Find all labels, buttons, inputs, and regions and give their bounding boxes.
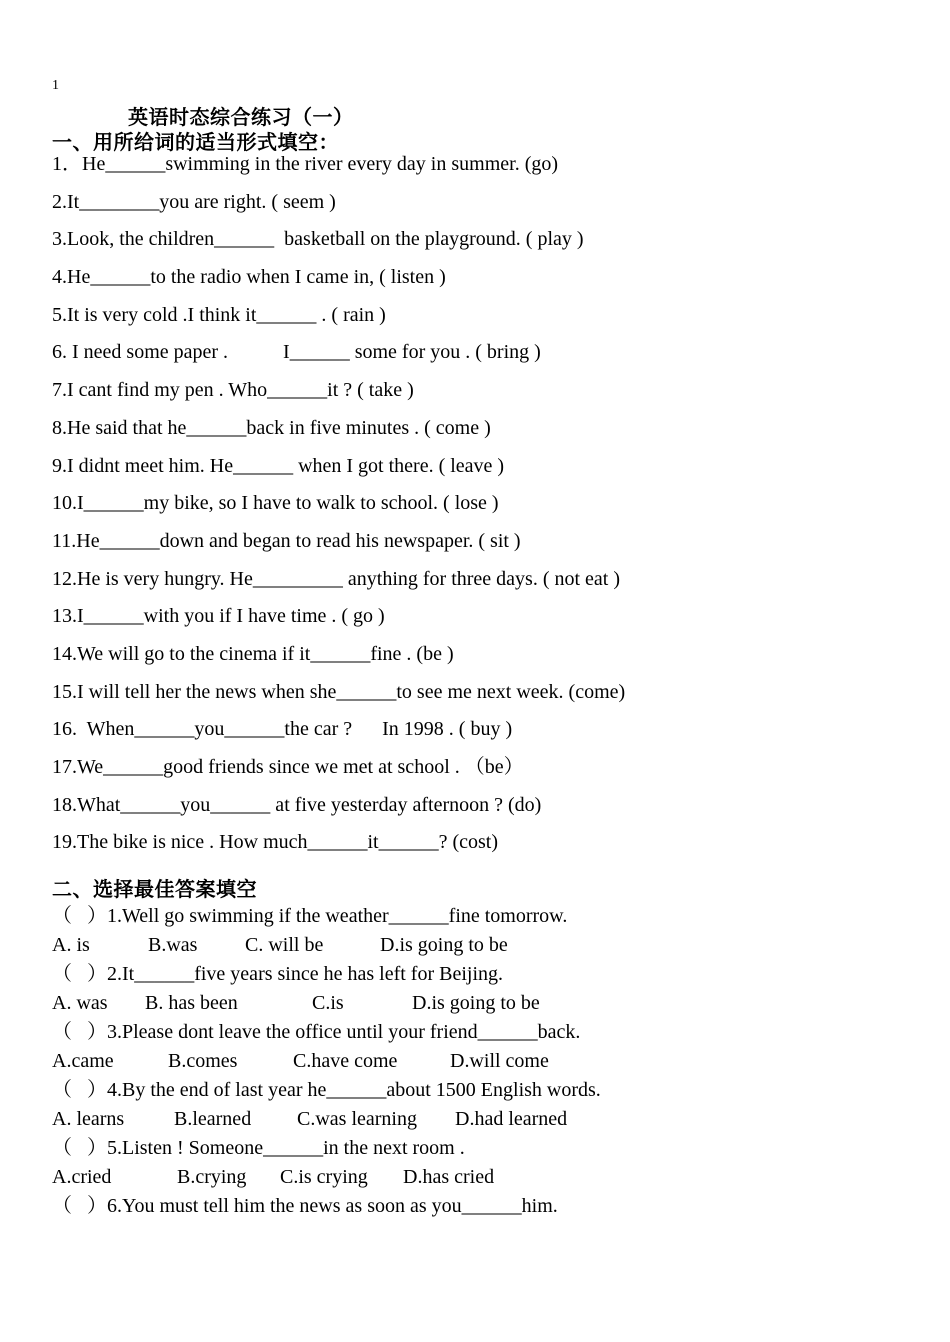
option-b: B. has been [145,992,238,1014]
choice-question-1: （ ）1.Well go swimming if the weather______fine tomorrow. [52,905,568,927]
option-a: A. is [52,934,90,956]
fill-item-14: 14.We will go to the cinema if it______fine . (be ) [52,642,454,665]
option-a: A.came [52,1050,114,1072]
option-a: A.cried [52,1166,112,1188]
option-d: D.will come [450,1050,549,1072]
option-a: A. was [52,992,108,1014]
option-c: C.is [312,992,344,1014]
fill-item-13: 13.I______with you if I have time . ( go ) [52,605,385,628]
choice-question-6: （ ）6.You must tell him the news as soon as you______him. [52,1195,558,1217]
fill-in-blank-list [52,151,932,867]
fill-item-7: 7.I cant find my pen . Who______it ? ( take ) [52,379,414,402]
choice-options-1 [52,932,932,961]
section1-heading: 一、用所给词的适当形式填空： [52,130,339,154]
fill-item-5: 5.It is very cold .I think it______ . ( rain ) [52,303,386,326]
fill-item-2: 2.It________you are right. ( seem ) [52,190,336,213]
worksheet-title: 英语时态综合练习（一） [128,105,354,129]
fill-item-8: 8.He said that he______back in five minutes . ( come ) [52,416,491,439]
fill-item-1: 1．He______swimming in the river every day in summer. (go) [52,153,559,175]
option-b: B.learned [174,1108,252,1130]
choice-options-4 [52,1106,932,1135]
fill-item-19: 19.The bike is nice . How much______it______? (cost) [52,831,499,854]
choice-options-3 [52,1048,932,1077]
option-d: D.is going to be [412,992,540,1014]
choice-question-4: （ ）4.By the end of last year he______about 1500 English words. [52,1079,601,1101]
option-b: B.crying [177,1166,247,1188]
multiple-choice-list [52,903,932,1222]
option-d: D.has cried [403,1166,495,1188]
choice-question-3: （ ）3.Please dont leave the office until your friend______back. [52,1021,581,1043]
choice-options-5 [52,1164,932,1193]
fill-item-16: 16. When______you______the car ? In 1998 . ( buy ) [52,718,513,741]
fill-item-17: 17.We______good friends since we met at school . （be） [52,756,524,778]
fill-item-10: 10.I______my bike, so I have to walk to school. ( lose ) [52,492,499,515]
option-d: D.had learned [455,1108,568,1130]
fill-item-15: 15.I will tell her the news when she______to see me next week. (come) [52,680,626,703]
fill-item-12: 12.He is very hungry. He_________ anything for three days. ( not eat ) [52,567,621,590]
option-c: C.was learning [297,1108,417,1130]
fill-item-11: 11.He______down and began to read his newspaper. ( sit ) [52,529,521,552]
option-d: D.is going to be [380,934,508,956]
option-c: C.is crying [280,1166,368,1188]
fill-item-4: 4.He______to the radio when I came in, ( listen ) [52,266,446,289]
fill-item-18: 18.What______you______ at five yesterday afternoon ? (do) [52,793,542,816]
option-c: C. will be [245,934,324,956]
page-number: 1 [52,78,59,93]
option-b: B.comes [168,1050,238,1072]
fill-item-6: 6. I need some paper . I______ some for you . ( bring ) [52,341,541,364]
choice-question-2: （ ）2.It______five years since he has left for Beijing. [52,963,503,985]
fill-item-3: 3.Look, the children______ basketball on the playground. ( play ) [52,228,584,251]
option-a: A. learns [52,1108,125,1130]
option-c: C.have come [293,1050,398,1072]
choice-question-5: （ ）5.Listen ! Someone______in the next room . [52,1137,465,1159]
choice-options-2 [52,990,932,1019]
section2-heading: 二、选择最佳答案填空 [52,877,257,901]
option-b: B.was [148,934,198,956]
fill-item-9: 9.I didnt meet him. He______ when I got there. ( leave ) [52,454,505,477]
